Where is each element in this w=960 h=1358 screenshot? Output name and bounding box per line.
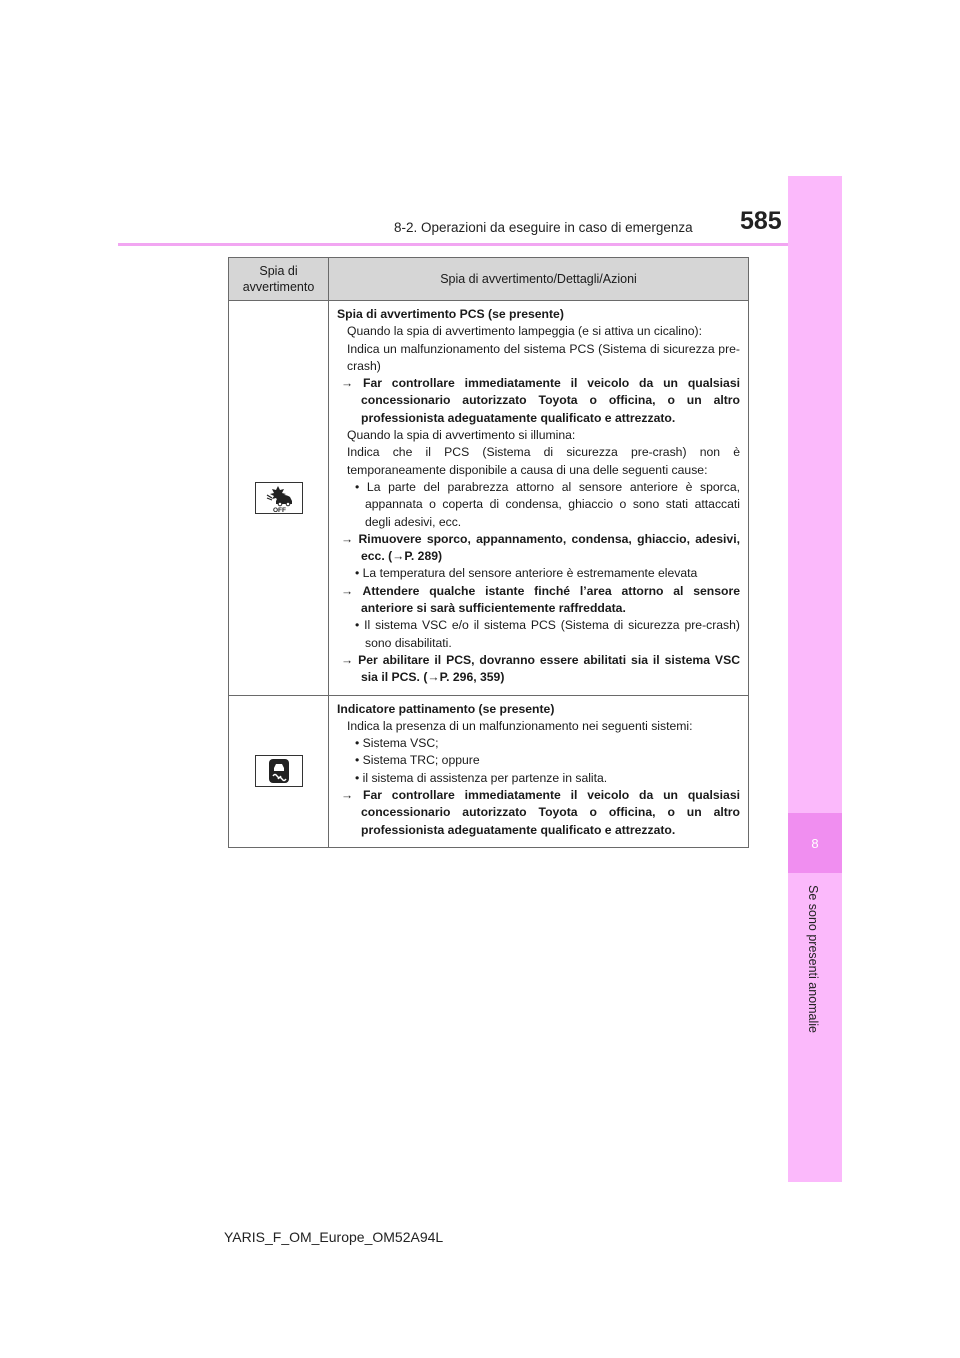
description-cell [329, 301, 749, 696]
table-row [229, 301, 749, 696]
pcs-off-label: OFF [272, 506, 286, 513]
description-cell [329, 695, 749, 847]
header-divider [118, 243, 788, 246]
table-row [229, 695, 749, 847]
header-warning-light: Spia di avvertimento [229, 258, 329, 301]
bullet-line: • Sistema TRC; oppure [355, 753, 480, 768]
section-title: 8-2. Operazioni da eseguire in caso di emergenza [394, 220, 693, 235]
chapter-number: 8 [788, 813, 842, 873]
icon-cell [229, 301, 329, 696]
description-line: Indica la presenza di un malfunzionamento nei seguenti sistemi: [347, 718, 693, 733]
warning-title: Indicatore pattinamento (se presente) [337, 701, 555, 716]
document-code: YARIS_F_OM_Europe_OM52A94L [224, 1229, 444, 1245]
description-line: Quando la spia di avvertimento si illumina: [347, 428, 576, 443]
action-line: → Rimuovere sporco, appannamento, condensa, ghiaccio, adesivi, ecc. (→P. 289) [341, 531, 740, 564]
action-line: → Attendere qualche istante finché l’area attorno al sensore anteriore si sarà sufficientemente raffreddata. [341, 583, 740, 616]
warning-lights-table [228, 257, 749, 848]
action-line: → Far controllare immediatamente il veicolo da un qualsiasi concessionario autorizzato Toyota o officina, o un altro professionista adeguatamente qualificato e attrezzato. [341, 376, 740, 425]
action-line: → Per abilitare il PCS, dovranno essere abilitati sia il sistema VSC sia il PCS. (→P. 296, 359) [341, 652, 740, 685]
bullet-line: • La temperatura del sensore anteriore è estremamente elevata [355, 566, 698, 581]
description-line: Indica un malfunzionamento del sistema PCS (Sistema di sicurezza pre-crash) [347, 341, 740, 373]
bullet-line: • La parte del parabrezza attorno al sensore anteriore è sporca, appannata o coperta di condensa, ghiaccio o sono stati attaccati degli adesivi, ecc. [355, 479, 740, 529]
header-details-actions: Spia di avvertimento/Dettagli/Azioni [329, 258, 749, 301]
chapter-title: Se sono presenti anomalie [806, 885, 820, 1034]
bullet-line: • il sistema di assistenza per partenze in salita. [355, 770, 608, 785]
description-line: Quando la spia di avvertimento lampeggia (e si attiva un cicalino): [347, 324, 702, 339]
bullet-line: • Sistema VSC; [355, 736, 439, 751]
page-number: 585 [740, 207, 782, 235]
icon-cell [229, 695, 329, 847]
pcs-off-warning-icon [255, 482, 303, 514]
bullet-line: • Il sistema VSC e/o il sistema PCS (Sistema di sicurezza pre-crash) sono disabilitati. [355, 618, 740, 650]
action-line: → Far controllare immediatamente il veicolo da un qualsiasi concessionario autorizzato Toyota o officina, o un altro professionista adeguatamente qualificato e attrezzato. [341, 788, 740, 837]
table-header-row [229, 258, 749, 301]
slip-indicator-icon [255, 755, 303, 787]
description-line: Indica che il PCS (Sistema di sicurezza pre-crash) non è temporaneamente disponibile a causa di una delle seguenti cause: [347, 445, 740, 477]
warning-title: Spia di avvertimento PCS (se presente) [337, 307, 564, 321]
